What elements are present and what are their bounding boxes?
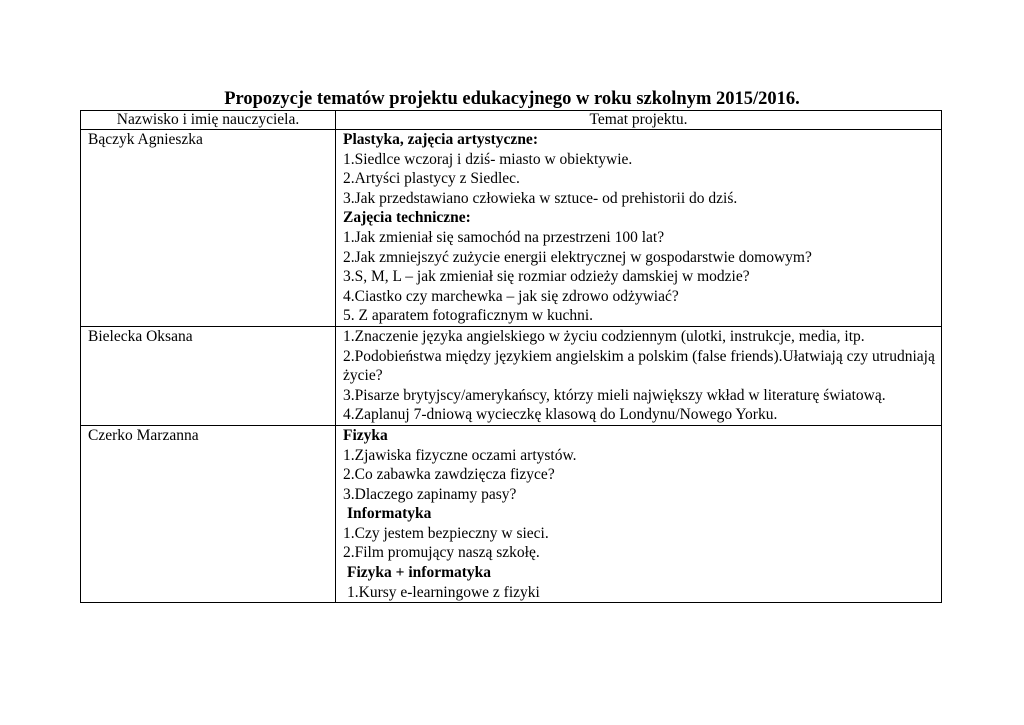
teacher-column-header: Nazwisko i imię nauczyciela.	[81, 111, 336, 130]
teacher-name: Bączyk Agnieszka	[81, 130, 336, 327]
topic-item: 1.Czy jestem bezpieczny w sieci.	[343, 524, 549, 542]
table-row	[81, 326, 942, 425]
document-title: Propozycje tematów projektu edukacyjnego w roku szkolnym 2015/2016.	[224, 89, 800, 109]
topic-cell	[336, 130, 942, 327]
topic-item: 2.Jak zmniejszyć zużycie energii elektrycznej w gospodarstwie domowym?	[343, 248, 812, 266]
topic-item: 3.Jak przedstawiano człowieka w sztuce- od prehistorii do dziś.	[343, 189, 738, 207]
topic-cell	[336, 326, 942, 425]
topic-item: 2.Podobieństwa między językiem angielskim a polskim (false friends).Ułatwiają czy utrudniają życie?	[343, 347, 935, 385]
topic-section-heading: Plastyka, zajęcia artystyczne:	[343, 131, 538, 148]
table-row	[81, 425, 942, 602]
teacher-name: Czerko Marzanna	[81, 425, 336, 602]
topic-item: 1.Kursy e-learningowe z fizyki	[347, 583, 540, 601]
topic-section-heading: Fizyka + informatyka	[347, 564, 492, 582]
topic-item: 2.Co zabawka zawdzięcza fizyce?	[343, 466, 555, 484]
table-row	[81, 130, 942, 327]
topic-section-heading: Zajęcia techniczne:	[343, 209, 471, 227]
project-topics-table	[80, 110, 942, 603]
topic-item: 3.Pisarze brytyjscy/amerykańscy, którzy mieli największy wkład w literaturę światową.	[343, 386, 886, 404]
table-header-row	[81, 111, 942, 130]
topic-item: 2.Film promujący naszą szkołę.	[343, 544, 540, 562]
topic-cell	[336, 425, 942, 602]
topic-section-heading: Fizyka	[343, 426, 388, 444]
topic-item: 5. Z aparatem fotograficznym w kuchni.	[343, 307, 594, 325]
topic-item: 1.Jak zmieniał się samochód na przestrzeni 100 lat?	[343, 228, 665, 246]
topic-item: 4.Zaplanuj 7-dniową wycieczkę klasową do Londynu/Nowego Yorku.	[343, 406, 778, 424]
topic-item: 3.Dlaczego zapinamy pasy?	[343, 485, 517, 503]
teacher-name: Bielecka Oksana	[81, 326, 336, 425]
topic-item: 1.Siedlce wczoraj i dziś- miasto w obiektywie.	[343, 150, 633, 168]
topic-item: 1.Znaczenie języka angielskiego w życiu codziennym (ulotki, instrukcje, media, itp.	[343, 327, 865, 345]
topic-item: 2.Artyści plastycy z Siedlec.	[343, 170, 520, 188]
topic-section-heading: Informatyka	[347, 505, 432, 523]
topic-item: 1.Zjawiska fizyczne oczami artystów.	[343, 446, 577, 464]
topic-item: 4.Ciastko czy marchewka – jak się zdrowo odżywiać?	[343, 287, 679, 305]
topic-item: 3.S, M, L – jak zmieniał się rozmiar odzieży damskiej w modzie?	[343, 268, 750, 286]
topic-column-header: Temat projektu.	[336, 111, 942, 130]
